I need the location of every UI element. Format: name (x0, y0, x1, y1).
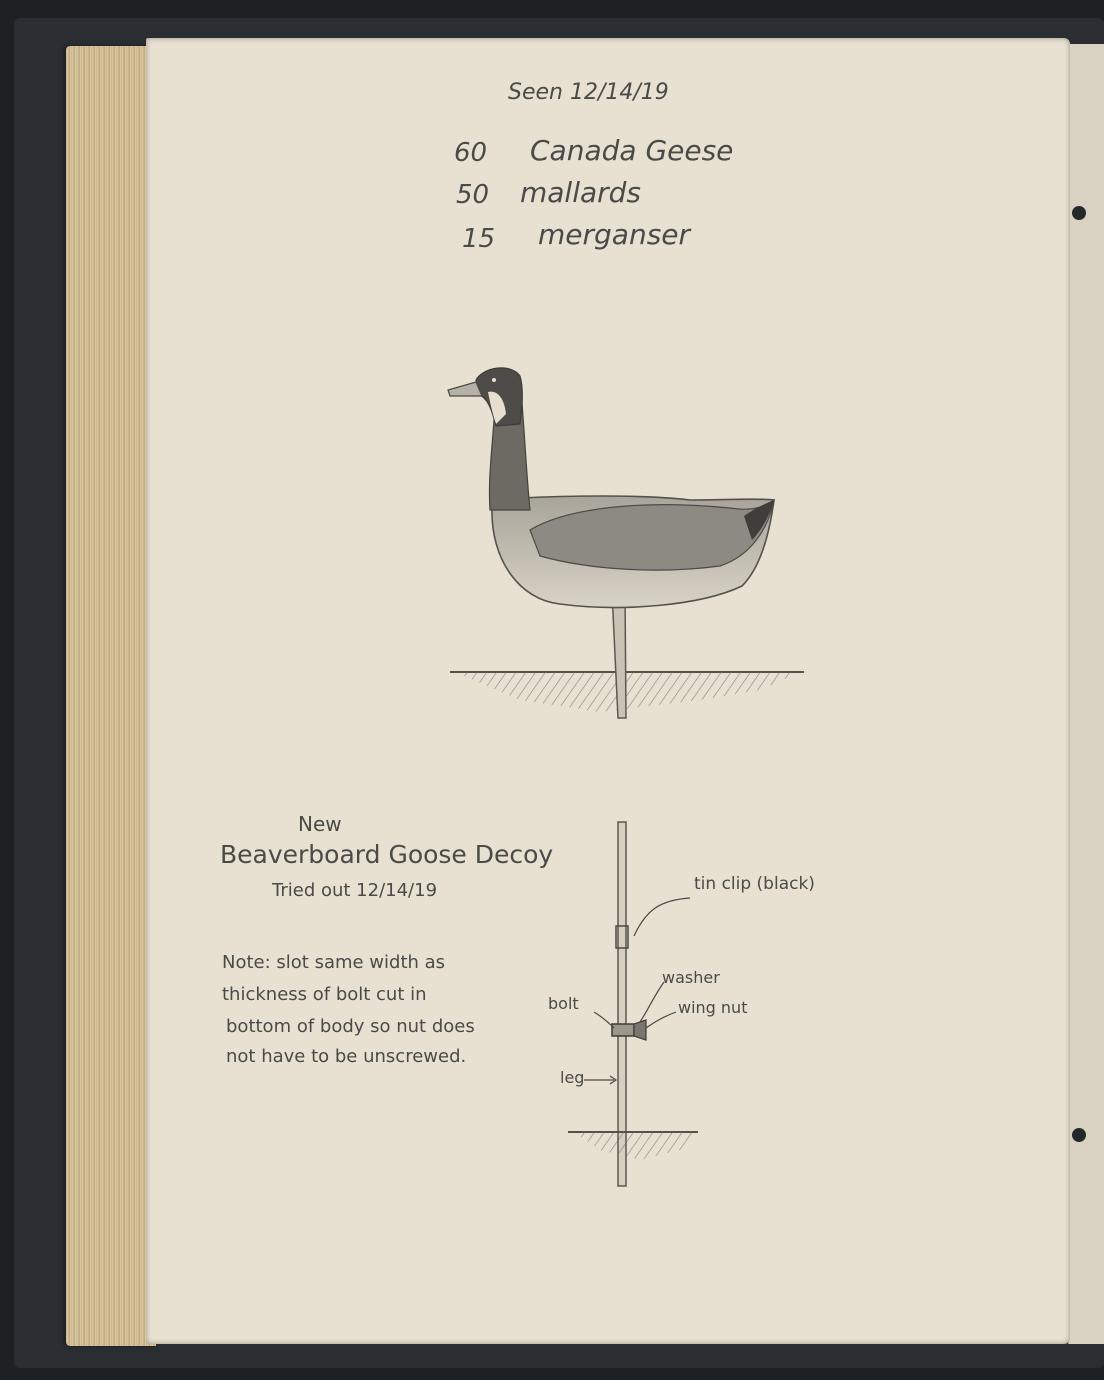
caption-tried-out: Tried out 12/14/19 (272, 880, 438, 901)
count-species: mallards (520, 176, 642, 209)
caption-title: Beaverboard Goose Decoy (220, 840, 554, 869)
note-line: bottom of body so nut does (226, 1016, 475, 1037)
note-line: Note: slot same width as (222, 952, 446, 973)
label-washer: washer (662, 968, 720, 987)
label-leg: leg (560, 1068, 585, 1087)
count-number: 60 (454, 138, 488, 168)
note-line: not have to be unscrewed. (226, 1046, 467, 1067)
note-line: thickness of bolt cut in (222, 984, 427, 1005)
caption-new: New (298, 812, 342, 836)
label-bolt: bolt (548, 994, 579, 1013)
count-species: merganser (538, 218, 691, 251)
count-species: Canada Geese (530, 134, 734, 167)
seen-date: Seen 12/14/19 (508, 80, 669, 105)
goose-decoy-drawing (448, 368, 804, 718)
count-number: 15 (462, 224, 496, 254)
count-number: 50 (456, 180, 490, 210)
label-tin-clip: tin clip (black) (694, 874, 815, 894)
label-wing-nut: wing nut (678, 998, 748, 1017)
